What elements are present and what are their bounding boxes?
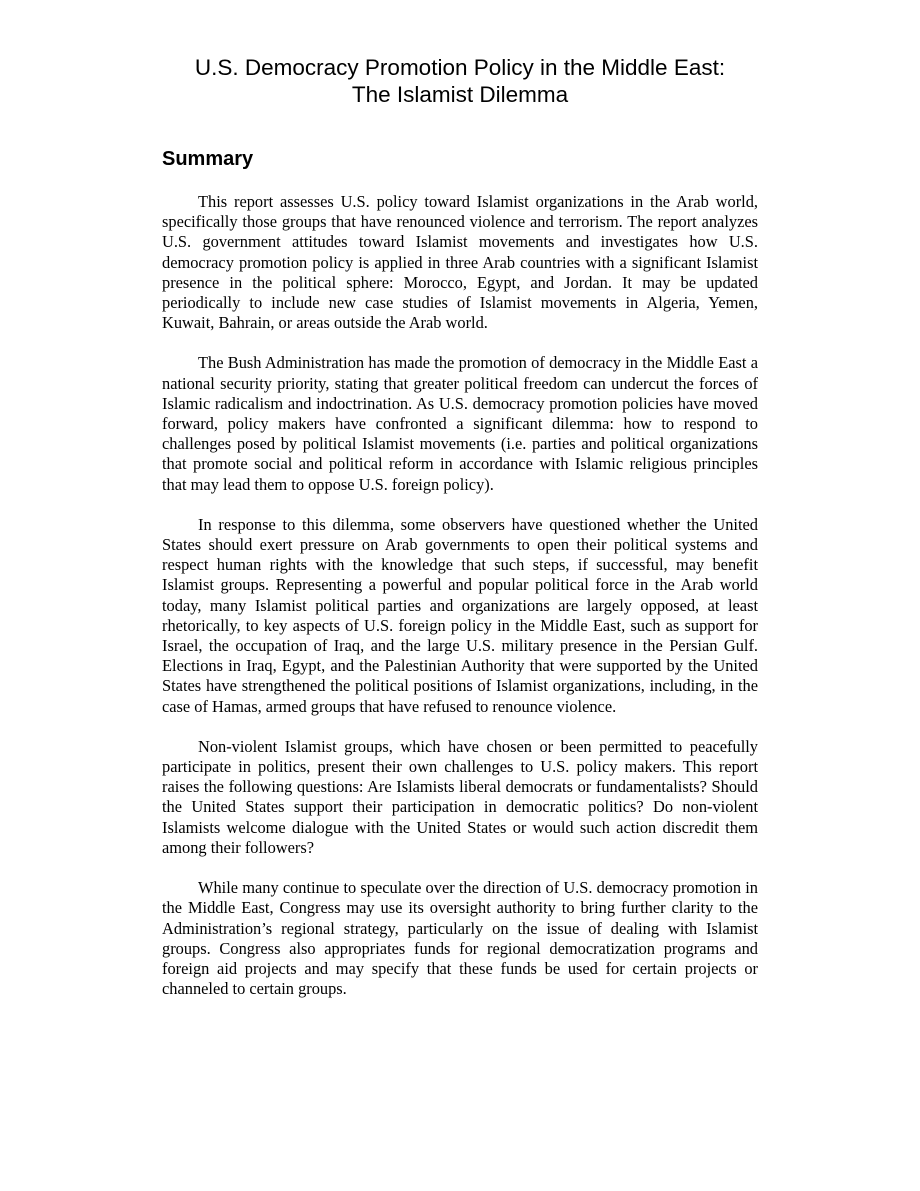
summary-paragraph-3: In response to this dilemma, some observers have questioned whether the United States should exert pressure on Arab governments to open their political systems and respect human rights with the knowledge that such steps, if successful, may benefit Islamist groups. Representing a powerful and popular political force in the Arab world today, many Islamist political parties and organizations are largely opposed, at least rhetorically, to key aspects of U.S. foreign policy in the Middle East, such as support for Israel, the occupation of Iraq, and the large U.S. military presence in the Persian Gulf. Elections in Iraq, Egypt, and the Palestinian Authority that were supported by the United States have strengthened the political positions of Islamist organizations, including, in the case of Hamas, armed groups that have refused to renounce violence. <box>162 514 758 716</box>
summary-heading: Summary <box>162 148 254 170</box>
summary-paragraph-1: This report assesses U.S. policy toward Islamist organizations in the Arab world, specifically those groups that have renounced violence and terrorism. The report analyzes U.S. government attitudes toward Islamist movements and investigates how U.S. democracy promotion policy is applied in three Arab countries with a significant Islamist presence in the political sphere: Morocco, Egypt, and Jordan. It may be updated periodically to include new case studies of Islamist movements in Algeria, Yemen, Kuwait, Bahrain, or areas outside the Arab world. <box>162 192 758 333</box>
document-title <box>162 54 758 108</box>
summary-paragraph-4: Non-violent Islamist groups, which have chosen or been permitted to peacefully participate in politics, present their own challenges to U.S. policy makers. This report raises the following questions: Are Islamists liberal democrats or fundamentalists? Should the United States support their participation in democratic politics? Do non-violent Islamists welcome dialogue with the United States or would such action discredit them among their followers? <box>162 736 758 857</box>
document-page <box>162 54 758 999</box>
title-line-2: The Islamist Dilemma <box>351 82 569 107</box>
summary-paragraph-2: The Bush Administration has made the promotion of democracy in the Middle East a national security priority, stating that greater political freedom can undercut the forces of Islamic radicalism and indoctrination. As U.S. democracy promotion policies have moved forward, policy makers have confronted a significant dilemma: how to respond to challenges posed by political Islamist movements (i.e. parties and political organizations that promote social and political reform in accordance with Islamic religious principles that may lead them to oppose U.S. foreign policy). <box>162 353 758 494</box>
title-line-1: U.S. Democracy Promotion Policy in the Middle East: <box>194 55 726 80</box>
summary-paragraph-5: While many continue to speculate over the direction of U.S. democracy promotion in the Middle East, Congress may use its oversight authority to bring further clarity to the Administration’s regional strategy, particularly on the issue of dealing with Islamist groups. Congress also appropriates funds for regional democratization programs and foreign aid projects and may specify that these funds be used for certain projects or channeled to certain groups. <box>162 878 758 999</box>
